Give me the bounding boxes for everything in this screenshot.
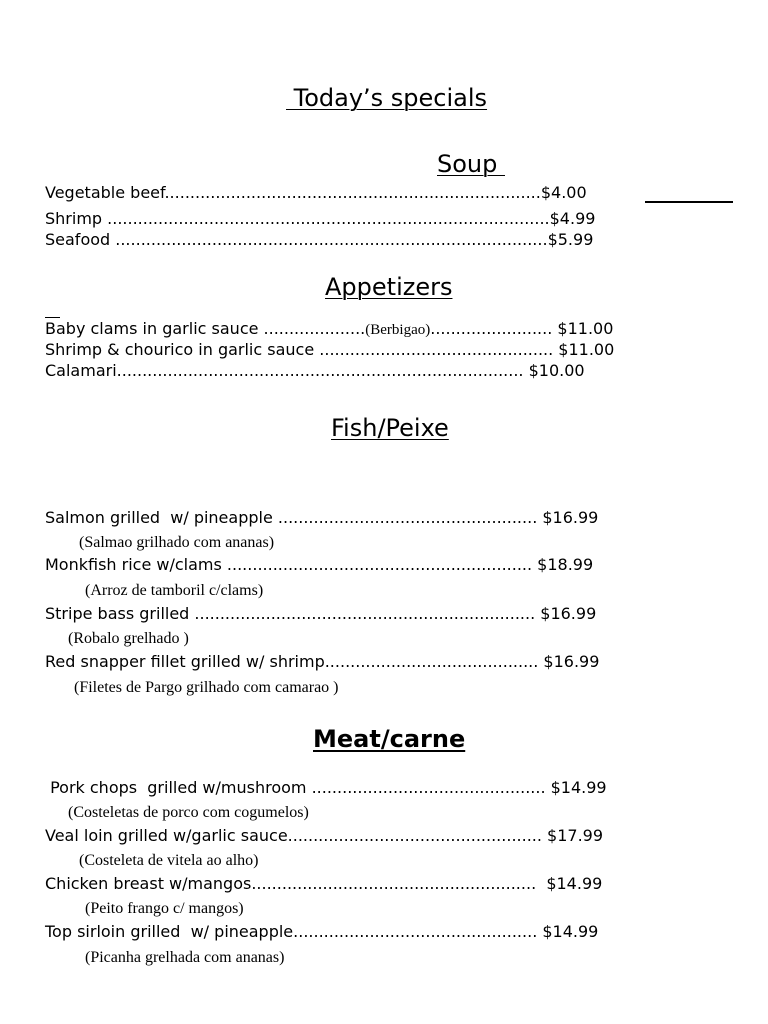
soup-item: Shrimp .......................................................................................$4.99 xyxy=(45,209,596,228)
appetizers-heading: Appetizers xyxy=(325,273,453,301)
fish-item-translation: (Filetes de Pargo grilhado com camarao ) xyxy=(74,679,339,696)
appetizer-item: Calamari................................................................................ $10.00 xyxy=(45,361,585,380)
page-title: Today’s specials xyxy=(286,84,488,112)
meat-item-translation: (Costeleta de vitela ao alho) xyxy=(79,852,259,869)
meat-item: Top sirloin grilled w/ pineapple................................................ $14.99 xyxy=(45,922,599,941)
meat-item: Veal loin grilled w/garlic sauce.................................................. $17.99 xyxy=(45,826,604,845)
fish-item: Stripe bass grilled ................................................................... $16.99 xyxy=(45,604,597,623)
fish-item-translation: (Salmao grilhado com ananas) xyxy=(79,534,275,551)
fish-item-translation: (Arroz de tamboril c/clams) xyxy=(85,582,264,599)
appetizer-item-text: Baby clams in garlic sauce .................... xyxy=(45,319,366,338)
appetizer-item: Shrimp & chourico in garlic sauce .............................................. $11.00 xyxy=(45,340,615,359)
fish-item: Red snapper fillet grilled w/ shrimp.......................................... $16.99 xyxy=(45,652,600,671)
soup-item: Vegetable beef..........................................................................$4.00 xyxy=(45,183,587,202)
appetizer-item-note: (Berbigao) xyxy=(365,322,431,338)
underline-rule xyxy=(645,201,733,203)
fish-item: Monkfish rice w/clams ............................................................ $18.99 xyxy=(45,555,594,574)
short-rule xyxy=(45,317,60,318)
meat-heading: Meat/carne xyxy=(313,725,466,753)
meat-item-translation: (Picanha grelhada com ananas) xyxy=(85,949,285,966)
soup-heading: Soup xyxy=(437,150,505,178)
appetizer-item xyxy=(45,321,613,338)
appetizer-item-text: ........................ $11.00 xyxy=(430,319,614,338)
meat-item-translation: (Costeletas de porco com cogumelos) xyxy=(68,804,309,821)
fish-item-translation: (Robalo grelhado ) xyxy=(68,630,189,647)
meat-item-translation: (Peito frango c/ mangos) xyxy=(85,900,244,917)
fish-heading: Fish/Peixe xyxy=(331,414,449,442)
meat-item: Pork chops grilled w/mushroom .............................................. $14.99 xyxy=(45,778,607,797)
soup-item: Seafood .....................................................................................$5.99 xyxy=(45,230,594,249)
meat-item: Chicken breast w/mangos........................................................ $14.99 xyxy=(45,874,603,893)
fish-item: Salmon grilled w/ pineapple ................................................... $16.99 xyxy=(45,508,599,527)
